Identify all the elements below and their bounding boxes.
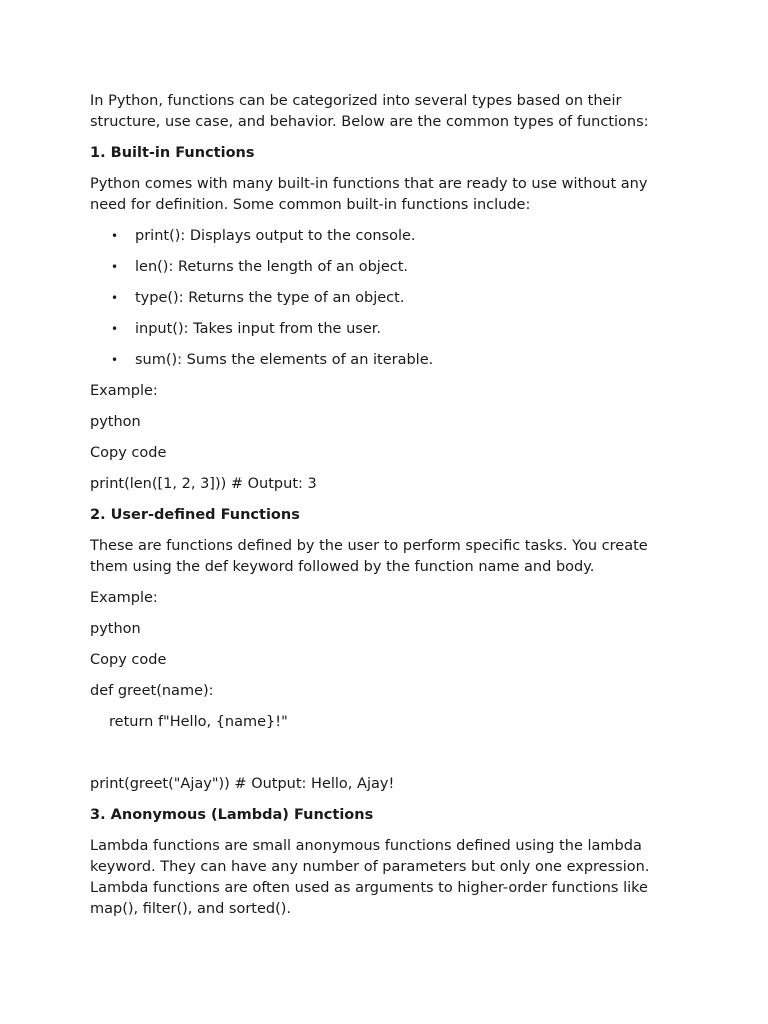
document-page: [90, 91, 680, 930]
code-line: print(greet("Ajay")) # Output: Hello, Ajay!: [90, 776, 395, 792]
bullet-icon: •: [111, 322, 119, 336]
section-description-lambda: Lambda functions are small anonymous functions defined using the lambda keyword. They can have any number of parameters but only one expression. Lambda functions are often used as arguments to higher-order functions like map(), filter(), and sorted().: [90, 838, 650, 917]
code-line: print(len([1, 2, 3])) # Output: 3: [90, 476, 317, 492]
example-label: Example:: [90, 590, 158, 606]
list-item: [90, 288, 680, 309]
list-item-text: input(): Takes input from the user.: [135, 321, 381, 337]
bullet-icon: •: [111, 260, 119, 274]
code-language-label: python: [90, 414, 141, 430]
code-language-label: python: [90, 621, 141, 637]
section-heading-lambda: 3. Anonymous (Lambda) Functions: [90, 807, 374, 823]
intro-paragraph: In Python, functions can be categorized into several types based on their structure, use case, and behavior. Below are the common types of functions:: [90, 93, 649, 130]
list-item-text: type(): Returns the type of an object.: [135, 290, 405, 306]
section-heading-built-in: 1. Built-in Functions: [90, 145, 255, 161]
code-line: def greet(name):: [90, 683, 214, 699]
section-heading-user-defined: 2. User-defined Functions: [90, 507, 300, 523]
list-item: [90, 226, 680, 247]
list-item: [90, 319, 680, 340]
list-item: [90, 257, 680, 278]
bullet-icon: •: [111, 229, 119, 243]
list-item-text: len(): Returns the length of an object.: [135, 259, 409, 275]
example-label: Example:: [90, 383, 158, 399]
section-description-user-defined: These are functions defined by the user to perform specific tasks. You create them using the def keyword followed by the function name and body.: [90, 538, 648, 575]
bullet-icon: •: [111, 353, 119, 367]
list-item-text: print(): Displays output to the console.: [135, 228, 416, 244]
list-item: [90, 350, 680, 371]
copy-code-label: Copy code: [90, 652, 167, 668]
list-item-text: sum(): Sums the elements of an iterable.: [135, 352, 434, 368]
built-in-function-list: [90, 226, 680, 371]
code-blank-line: [90, 743, 680, 764]
code-line: return f"Hello, {name}!": [109, 714, 288, 730]
bullet-icon: •: [111, 291, 119, 305]
copy-code-label: Copy code: [90, 445, 167, 461]
section-description-built-in: Python comes with many built-in functions that are ready to use without any need for definition. Some common built-in functions include:: [90, 176, 648, 213]
